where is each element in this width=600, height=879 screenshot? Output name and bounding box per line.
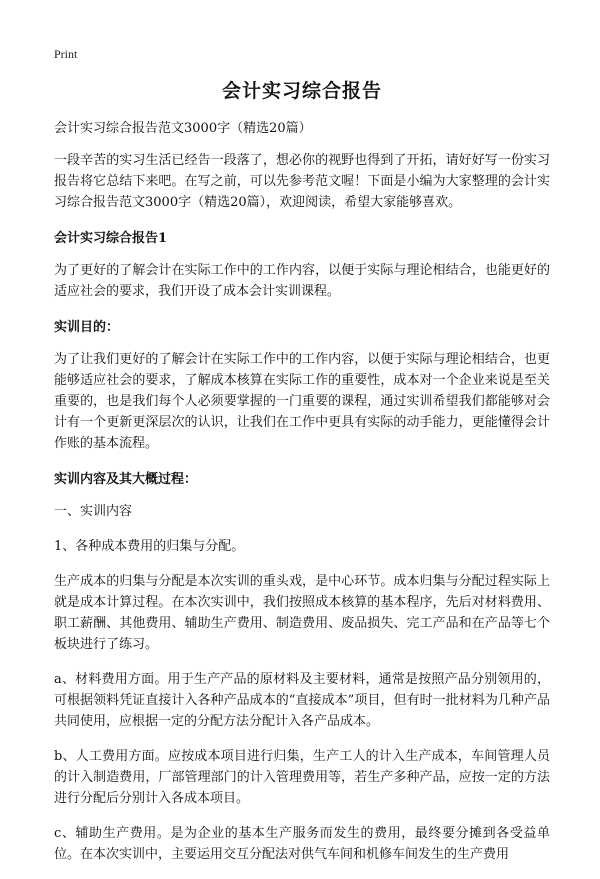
- subtitle: 会计实习综合报告范文3000字（精选20篇）: [54, 121, 312, 136]
- item-label: 1、各种成本费用的归集与分配。: [54, 539, 245, 554]
- document-body: [54, 76, 550, 879]
- page-title: 会计实习综合报告: [221, 80, 382, 102]
- section-paragraph: 为了更好的了解会计在实际工作中的工作内容，以便于实际与理论相结合，也能更好的适应社会的要求，我们开设了成本会计实训课程。: [54, 263, 550, 299]
- purpose-heading: 实训目的：: [54, 320, 120, 335]
- paragraph-c: c、辅助生产费用。是为企业的基本生产服务而发生的费用，最终要分摊到各受益单位。在本次实训中，主要运用交互分配法对供气车间和机修车间发生的生产费用: [54, 826, 550, 862]
- print-link[interactable]: Print: [54, 47, 78, 61]
- process-heading: 实训内容及其大概过程：: [54, 472, 198, 487]
- purpose-paragraph: 为了让我们更好的了解会计在实际工作中的工作内容，以便于实际与理论相结合，也更能够适应社会的要求，了解成本核算在实际工作的重要性，成本对一个企业来说是至关重要的，也是我们每个人必须要掌握的一门重要的课程，通过实训希望我们都能够对会计有一个更新更深层次的认识，让我们在工作中更具有实际的动手能力，更能懂得会计作账的基本流程。: [54, 352, 550, 451]
- intro-paragraph: 一段辛苦的实习生活已经告一段落了，想必你的视野也得到了开拓，请好好写一份实习报告将它总结下来吧。在写之前，可以先参考范文喔！下面是小编为大家整理的会计实习综合报告范文3000字（精选20篇），欢迎阅读，希望大家能够喜欢。: [54, 153, 550, 210]
- section-heading: 会计实习综合报告1: [54, 231, 168, 246]
- item-paragraph: 生产成本的归集与分配是本次实训的重头戏，是中心环节。成本归集与分配过程实际上就是成本计算过程。在本次实训中，我们按照成本核算的基本程序，先后对材料费用、职工薪酬、其他费用、辅助生产费用、制造费用、废品损失、完工产品和在产品等七个板块进行了练习。: [54, 574, 550, 652]
- paragraph-b: b、人工费用方面。应按成本项目进行归集，生产工人的计入生产成本，车间管理人员的计入制造费用，厂部管理部门的计入管理费用等，若生产多种产品，应按一定的方法进行分配后分别计入各成本项目。: [54, 749, 550, 806]
- paragraph-a: a、材料费用方面。用于生产产品的原材料及主要材料，通常是按照产品分别领用的，可根据领料凭证直接计入各种产品成本的“直接成本”项目，但有时一批材料为几种产品共同使用，应根据一定的分配方法分配计入各产品成本。: [54, 672, 550, 729]
- content-label: 一、实训内容: [54, 504, 133, 519]
